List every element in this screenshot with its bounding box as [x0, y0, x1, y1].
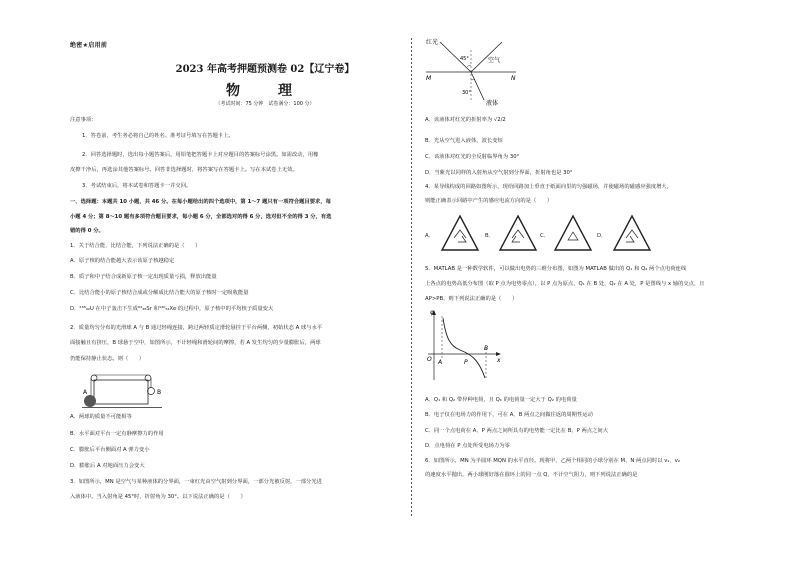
question-stem-5: 5．MATLAB 是一种数学软件，可以做出电势的三维分布图，如图为 MATLAB 做出的 Q₁ 和 Q₂ 两个点电荷连线: [425, 266, 687, 272]
label-p: P: [464, 359, 468, 366]
pulley-figure: [82, 368, 172, 410]
column-divider: [411, 38, 412, 518]
potential-curve: [443, 318, 485, 378]
label-a: A: [83, 389, 88, 396]
label-liquid: 液体: [486, 100, 499, 107]
q2-option-c: C．膨胀后平台侧面对 A 弹力变小: [70, 447, 150, 453]
exam-meta: （考试时间：75 分钟 试卷满分：100 分）: [215, 101, 315, 107]
q2-option-b: B．水平面对平台一定有静摩擦力的作用: [70, 431, 164, 437]
label-45: 45°: [460, 56, 469, 62]
ball-a: [84, 395, 96, 407]
label-b: B: [484, 345, 489, 352]
q3-option-c: C．该液体对红光的全反射临界角为 30°: [425, 154, 520, 160]
q3-option-d: D．当紫光以同样的入射角从空气射到分界面，折射角也是 30°: [425, 170, 573, 176]
loop-figure-c: [553, 214, 593, 254]
q1-option-c: C．比结合能小的原子核结合成或分解成比结合能大的原子核时一定吸收能量: [70, 290, 249, 296]
q1-option-d: D．²³⁸₉₂U 在中子轰击下生成⁹⁴₃₈Sr 和¹⁴⁰₅₄Xe 的过程中，原子核中的平均核子质量变大: [70, 306, 274, 312]
loop-figure-d: [612, 214, 652, 254]
q5-option-d: D．点电荷在 P 点处所受电场力为零: [425, 443, 510, 449]
question-stem-2: 面接触且有挤压，B 球悬于空中，如图所示，不计轻绳和滑轮间的摩擦，若 A 发生均匀的少量膨胀后，两球: [70, 340, 321, 346]
q1-option-a: A．原子核的结合能越大表示该原子核越稳定: [70, 258, 175, 264]
question-stem-1: 1．关于结合能、比结合能，下列说法正确的是（ ）: [70, 243, 201, 249]
refraction-figure: [424, 36, 520, 108]
question-stem-2: 仍能保持静止状态。则（ ）: [70, 356, 145, 362]
label-30: 30°: [462, 90, 471, 96]
label-a: A: [438, 359, 443, 366]
question-stem-6: 的速度水平抛出，两小球刚好落在圆环上的同一点 Q，不计空气阻力，则下列说法正确的是: [425, 472, 638, 478]
x-axis-arrow: [496, 352, 501, 356]
q4-option-d: D．: [597, 233, 607, 239]
label-n: N: [511, 75, 516, 82]
q3-option-b: B．光从空气进入液体，波长变短: [425, 138, 503, 144]
notes-line: 皮擦干净后，再选涂其他答案标号。回答非选择题时，将答案写在答题卡上。写在本试卷上无效。: [70, 167, 298, 173]
question-stem-5: AP>PB，则下列说法正确的是（ ）: [425, 296, 518, 302]
question-stem-5: 上各点的电势高低分布图（取 P 点为电势零点），以 P 点为原点，Q₁ 在 B 处，Q₂ 在 A 处，P 是图线与 x 轴的交点，且: [425, 281, 705, 287]
q4-option-c: C．: [540, 233, 549, 239]
section-instructions: 一、选择题：本题共 10 小题，共 46 分。在每小题给出的四个选项中，第 1～7 题只有一项符合题目要求，每: [70, 199, 331, 205]
label-x: x: [497, 357, 501, 364]
angle-arc-45: [467, 65, 471, 67]
loop-figure-a: [440, 214, 480, 254]
q3-option-a: A．该液体对红光的折射率为 √2/2: [425, 117, 506, 123]
notes-line: 3．考试结束后，将本试卷和答题卡一并交回。: [82, 183, 192, 189]
label-phi: φ: [430, 309, 434, 316]
q2-option-a: A．两球的质量不可能相等: [70, 414, 132, 420]
section-instructions: 小题 4 分；第 8～10 题有多项符合题目要求，每小题 6 分，全部选对的得 6 分，选对但不全的得 3 分，有选: [70, 214, 332, 220]
label-red-light: 红光: [426, 39, 439, 46]
q1-option-b: B．质子和中子结合成新原子核一定出现质量亏损，释放出能量: [70, 274, 217, 280]
platform: [94, 380, 148, 404]
question-stem-3: 入液体中。当入射角是 45°时，折射角为 30°。以下说法正确的是（ ）: [70, 494, 246, 500]
potential-graph: [424, 308, 504, 384]
exam-title: 2023 年高考押题预测卷 02【辽宁卷】: [175, 64, 355, 75]
question-stem-3: 3．如图所示，MN 是空气与某种液体的分界面，一束红光由空气射到分界面，一部分光被反射，一部分光进: [70, 479, 322, 485]
q5-option-b: B．电子仅在电场力的作用下，可在 A、B 两点之间做往返的周期性运动: [425, 412, 593, 418]
q2-option-d: D．膨胀后 A 对地面压力会变大: [70, 463, 145, 469]
q5-option-a: A．Q₁ 和 Q₂ 带异种电荷，且 Q₁ 的电荷量一定大于 Q₂ 的电荷量: [425, 397, 577, 403]
q4-option-a: A．: [425, 233, 434, 239]
label-m: M: [426, 75, 432, 82]
question-stem-4: 4．某导线构成的回路如图所示，现给回路加上垂直于纸面向里的匀强磁场，并使磁场的磁感应强度增大，: [425, 184, 673, 190]
subject-title: 物 理: [226, 83, 304, 99]
secret-mark: 绝密★启用前: [70, 42, 108, 49]
refracted-ray: [471, 72, 484, 100]
label-o: O: [427, 356, 432, 363]
ball-b: [148, 388, 155, 395]
notes-heading: 注意事项：: [70, 117, 97, 123]
question-stem-2: 2．质量均匀分布的光滑球 A 与 B 通过轻绳连接，跨过两轻质定滑轮悬挂于平台两侧，初始状态 A 球与水平: [70, 325, 323, 331]
section-instructions: 错的得 0 分。: [70, 228, 104, 234]
notes-line: 2．回答选择题时，选出每小题答案后，用铅笔把答题卡上对应题目的答案标号涂黑。如需改动，用橡: [82, 152, 319, 158]
question-stem-4: 则能正确表示回路中产生的感应电流方向的是（ ）: [425, 198, 553, 204]
q5-option-c: C．同一个点电荷在 A、P 两点之间所具有的电势能一定比在 B、P 两点之间大: [425, 428, 608, 434]
label-air: 空气: [488, 57, 501, 64]
q4-option-b: B．: [485, 233, 494, 239]
label-b: B: [157, 389, 162, 396]
notes-line: 1．答卷前，考生务必将自己的姓名、准考证号填写在答题卡上。: [82, 133, 234, 139]
loop-figure-b: [498, 214, 538, 254]
question-stem-6: 6．如图所示，MN 为半圆环 MQN 的水平直径。现将甲、乙两个相同的小球分别在 M、N 两点同时以 v₁、v₂: [425, 458, 681, 464]
